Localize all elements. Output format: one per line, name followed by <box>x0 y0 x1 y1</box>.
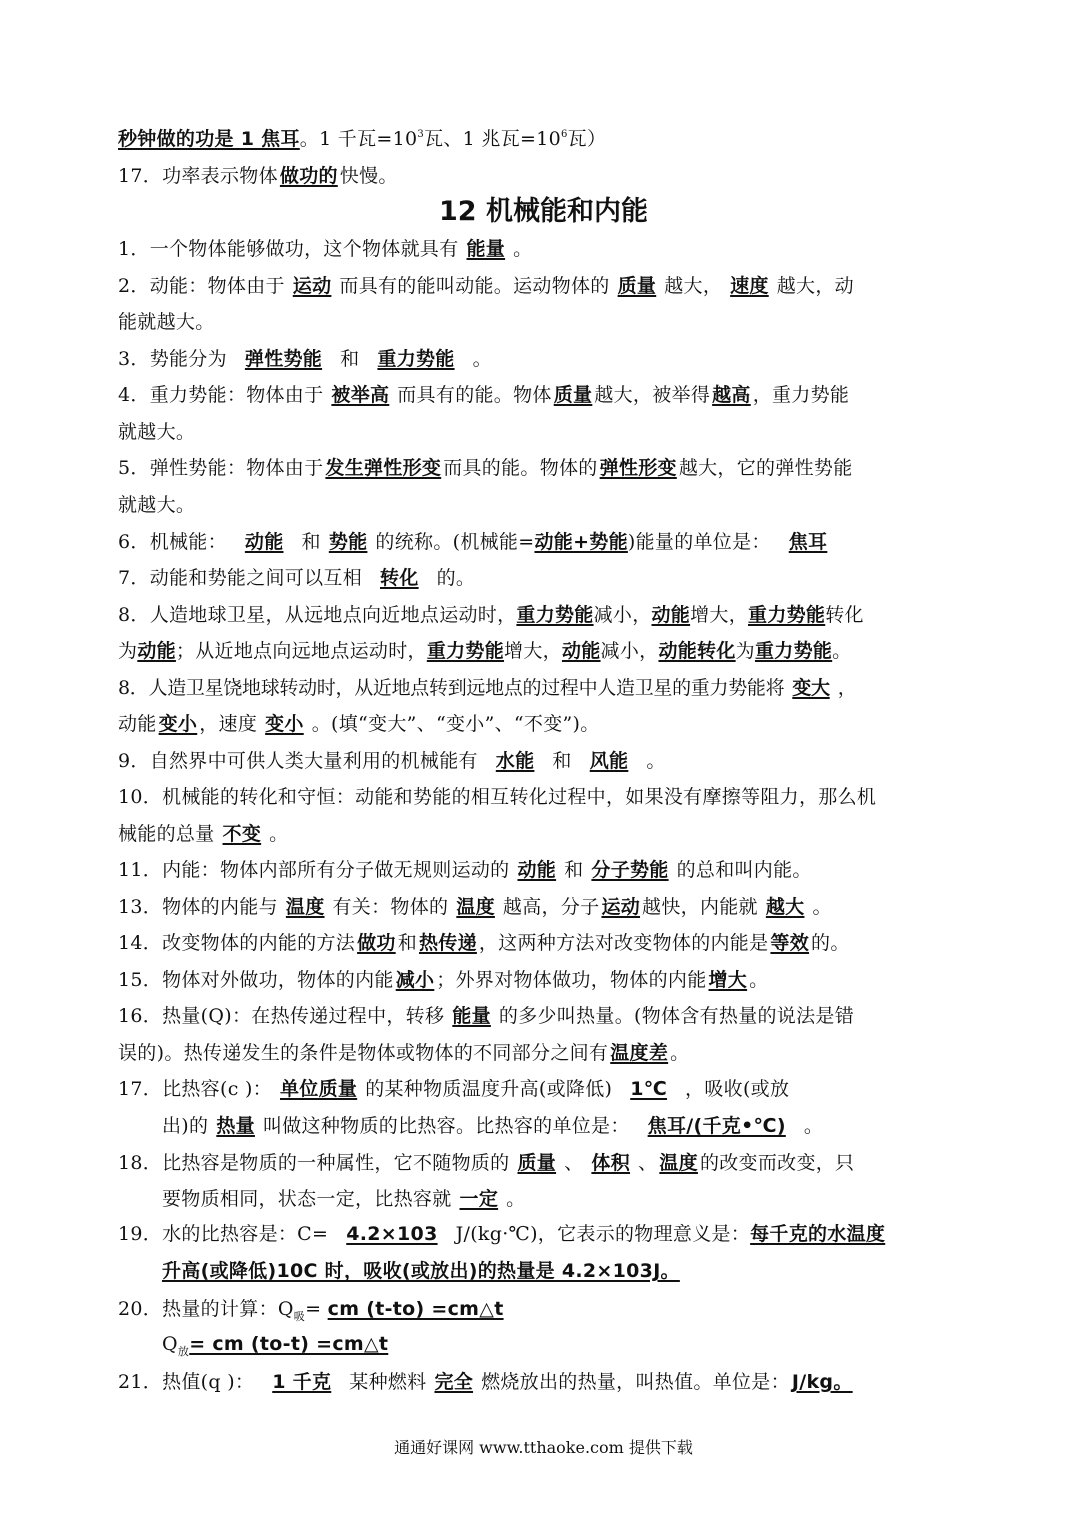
answer: 升高(或降低)10C 时，吸收(或放出)的热量是 4.2×103J。 <box>162 1260 680 1282</box>
answer: 动能+势能 <box>534 531 628 553</box>
item-6: 6．机械能： 动能 和 势能 的统称。(机械能=动能+势能)能量的单位是： 焦耳 <box>118 530 978 554</box>
answer: 弹性形变 <box>599 457 677 479</box>
item-5-line-2: 就越大。 <box>118 494 196 516</box>
item-18: 18．比热容是物质的一种属性，它不随物质的 质量 、 体积 、 温度 的改变而改变，只 <box>118 1152 855 1174</box>
answer: 能量 <box>452 1005 491 1027</box>
answer: 完全 <box>434 1371 474 1393</box>
answer: 质量 <box>517 1152 557 1174</box>
answer: 变小 <box>158 713 198 735</box>
item-5: 5．弹性势能：物体由于 发生弹性形变 而具的能。物体的 弹性形变 越大，它的弹性势能 <box>118 457 853 479</box>
answer: 增大 <box>708 969 748 991</box>
item-15: 15．物体对外做功，物体的内能 减小 ；外界对物体做功，物体的内能 增大 。 <box>118 969 769 991</box>
answer: 体积 <box>591 1152 631 1174</box>
answer: 变大 <box>792 677 830 699</box>
answer: 做功的 <box>279 165 338 187</box>
answer: 做功 <box>357 932 396 954</box>
answer: J/kg。 <box>791 1371 853 1393</box>
answer: 热量 <box>216 1115 255 1137</box>
answer: 越大 <box>765 896 805 918</box>
answer: 秒钟做的功是 1 焦耳 <box>118 128 300 150</box>
item-7: 7．动能和势能之间可以互相 转化 的。 <box>118 567 476 589</box>
item-14: 14．改变物体的内能的方法 做功 和 热传递 ，这两种方法对改变物体的内能是 等效 的。 <box>118 932 850 954</box>
answer: 变小 <box>265 713 304 735</box>
item-21: 21．热值(q )： 1 千克 某种燃料 完全 燃烧放出的热量，叫热值。单位是： J/kg。 <box>118 1371 853 1393</box>
item-20-line-2: $Q_放=$ cm (to-t) =cm△t <box>162 1333 389 1358</box>
answer: 焦耳/(千克•℃) <box>647 1115 786 1137</box>
formula: cm (t-to) =cm△t <box>327 1298 504 1320</box>
item-17: 17．比热容(c )： 单位质量 的某种物质温度升高(或降低) 1℃ ，吸收(或放 <box>118 1078 790 1100</box>
item-19: 19．水的比热容是：C= 4.2×103 J/(kg·℃)，它表示的物理意义是：每千克的水温度 <box>118 1223 886 1245</box>
answer: 单位质量 <box>279 1078 358 1100</box>
answer: 动能 <box>244 531 284 553</box>
answer: 重力势能 <box>377 348 455 370</box>
item-3: 3．势能分为 弹性势能 和 重力势能 。 <box>118 348 492 370</box>
answer: 温度 <box>456 896 495 918</box>
answer: 1 千克 <box>272 1371 332 1393</box>
answer: 发生弹性形变 <box>325 457 442 479</box>
answer: 减小 <box>395 969 435 991</box>
answer: 一定 <box>459 1188 499 1210</box>
item-4: 4．重力势能：物体由于 被举高 而具有的能。物体 质量 越大，被举得 越高 ，重力势能 <box>118 384 850 406</box>
answer: 等效 <box>770 932 810 954</box>
item-19-line-2 <box>162 1259 1022 1283</box>
answer: 能量 <box>466 238 506 260</box>
answer: 4.2×103 <box>346 1223 438 1245</box>
answer: 水能 <box>495 750 535 772</box>
item-8b: 8．人造卫星饶地球转动时，从近地点转到远地点的过程中人造卫星的重力势能将 变大 ， <box>118 677 857 699</box>
answer: 弹性势能 <box>244 348 323 370</box>
item-10-line-2: 械能的总量 不变 。 <box>118 823 289 845</box>
answer: 分子势能 <box>591 859 669 881</box>
item-2-line-2: 能就越大。 <box>118 311 215 333</box>
item-10: 10．机械能的转化和守恒：动能和势能的相互转化过程中，如果没有摩擦等阻力，那么机 <box>118 786 877 808</box>
item-17-line-2: 出)的 热量 叫做这种物质的比热容。比热容的单位是： 焦耳/(千克•℃) 。 <box>162 1115 824 1137</box>
item-18-line-2: 要物质相同，状态一定，比热容就 一定 。 <box>162 1188 526 1210</box>
answer: 运动 <box>292 275 332 297</box>
item-8b-line-2: 动能 变小 ，速度 变小 。(填“变大”、“变小”、“不变”)。 <box>118 713 600 735</box>
answer: 焦耳 <box>788 531 828 553</box>
answer: 势能 <box>328 531 368 553</box>
answer: 温度差 <box>610 1042 669 1064</box>
answer: 每千克的水温度 <box>750 1223 886 1245</box>
answer: 热传递 <box>419 932 477 954</box>
answer: 质量 <box>617 275 657 297</box>
item-11: 11．内能：物体内部所有分子做无规则运动的 动能 和 分子势能 的总和叫内能。 <box>118 859 812 881</box>
item-8a: 8．人造地球卫星，从远地点向近地点运动时，重力势能减小，动能增大，重力势能转化 <box>118 604 864 626</box>
item-9: 9．自然界中可供人类大量利用的机械能有 水能 和 风能 。 <box>118 750 666 772</box>
answer: 运动 <box>601 896 641 918</box>
answer: 温度 <box>659 1152 698 1174</box>
item-8a-line-2: 为动能；从近地点向远地点运动时，重力势能增大，动能减小，动能转化为重力势能。 <box>118 640 852 662</box>
item-4-line-2: 就越大。 <box>118 421 196 443</box>
answer: 速度 <box>730 275 769 297</box>
item-16-line-2: 误的)。热传递发生的条件是物体或物体的不同部分之间有 温度差 。 <box>118 1042 690 1064</box>
item-2: 2．动能：物体由于 运动 而具有的能叫动能。运动物体的 质量 越大， 速度 越大，动 <box>118 275 854 297</box>
item-16: 16．热量(Q)：在热传递过程中，转移 能量 的多少叫热量。(物体含有热量的说法是错 <box>118 1005 855 1027</box>
item-20: 20．热量的计算：$Q_吸=$ cm (t-to) =cm△t <box>118 1298 504 1323</box>
answer: 1℃ <box>630 1078 668 1100</box>
answer: 转化 <box>380 567 419 589</box>
answer: 质量 <box>553 384 593 406</box>
answer: 越高 <box>712 384 751 406</box>
section-title: 12 机械能和内能 <box>439 196 648 227</box>
item-17-power: 17．功率表示物体 做功的 快慢。 <box>118 165 398 187</box>
item-13: 13．物体的内能与 温度 有关：物体的 温度 越高，分子 运动 越快，内能就 越大 。 <box>118 896 832 918</box>
item-1: 1．一个物体能够做功，这个物体就具有 能量 。 <box>118 238 533 260</box>
footer-credit: 通通好课网 www.tthaoke.com 提供下载 <box>394 1438 693 1457</box>
formula: = cm (to-t) =cm△t <box>189 1333 389 1355</box>
answer: 动能 <box>517 859 557 881</box>
answer: 风能 <box>589 750 629 772</box>
answer: 温度 <box>285 896 325 918</box>
answer: 不变 <box>222 823 262 845</box>
top-line: 秒钟做的功是 1 焦耳。1 千瓦$=10^3$瓦、1 兆瓦$=10^6$瓦） <box>118 128 607 150</box>
answer: 被举高 <box>331 384 390 406</box>
